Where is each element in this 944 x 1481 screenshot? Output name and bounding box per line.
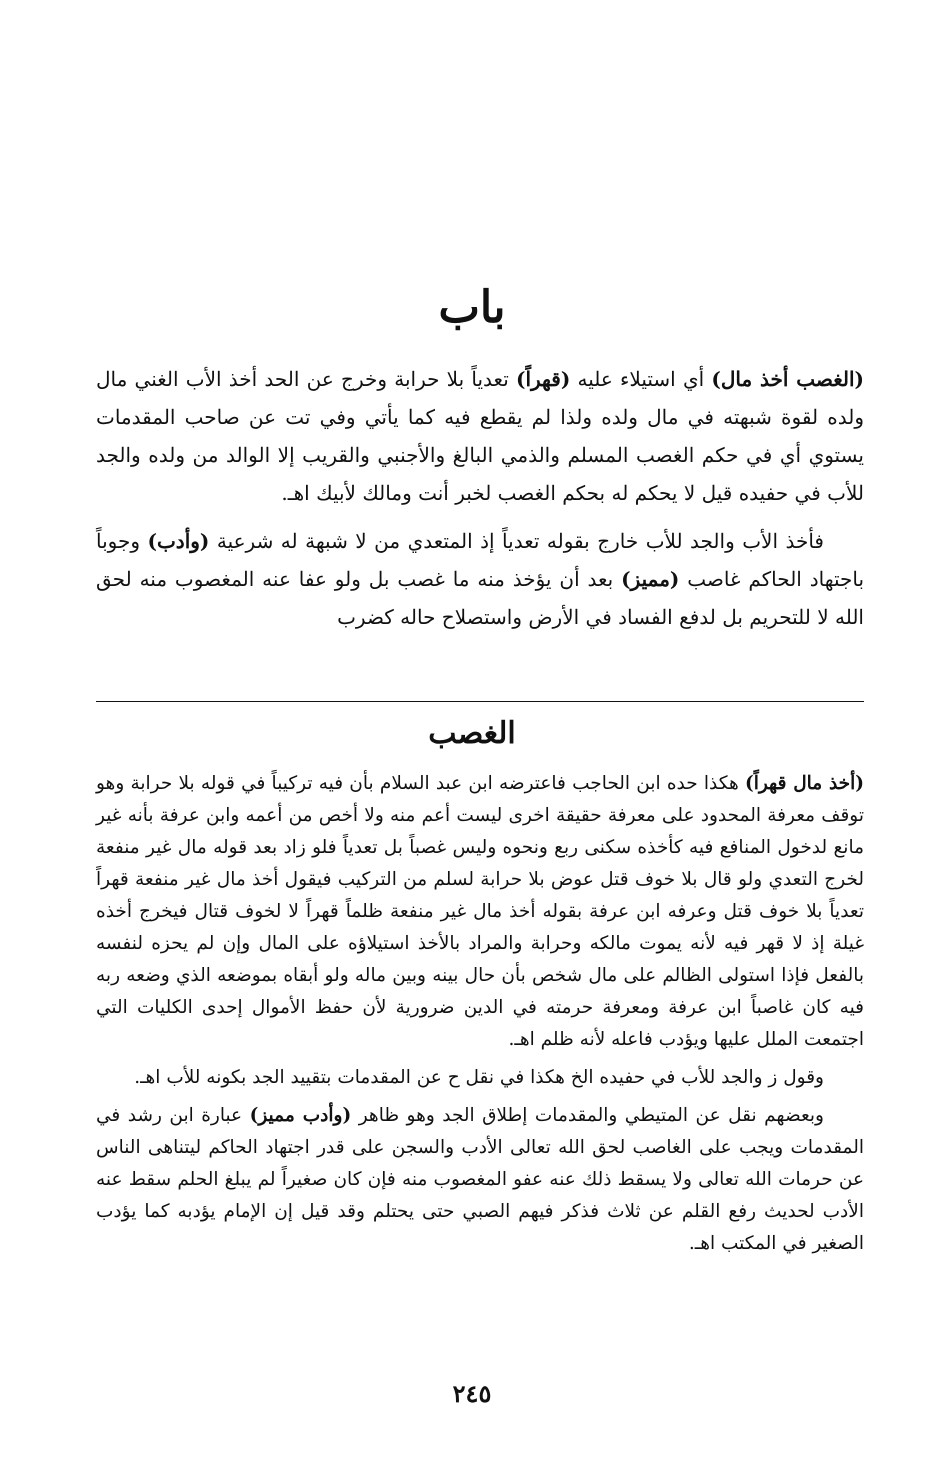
main-text-span: فأخذ الأب والجد للأب خارج بقوله تعدياً إذ المتعدي من لا شبهة له شرعية: [209, 529, 824, 553]
lemma-mumayyiz: (مميز): [621, 567, 680, 591]
lemma-akhdh-mal-qahran: (أخذ مال قهراً): [744, 773, 864, 794]
commentary-text-span: عبارة ابن رشد في المقدمات ويجب على الغاصب لحق الله تعالى الأدب والسجن على قدر اجتهاد الحاكم ليتناهى الناس عن حرمات الله تعالى ولا يسقط ذلك عنه عفو المغصوب منه فإن كان صغيراً لم يبلغ الحلم سقط عنه الأدب لحديث رفع القلم عن ثلاث فذكر فيهم الصبي حتى يحتلم وقد قيل إن الإمام يؤدبه كما يؤدب الصغير في المكتب اهـ.: [96, 1105, 864, 1254]
commentary-paragraph-1: [96, 768, 864, 1056]
lemma-qahran: (قهراً): [515, 367, 571, 391]
main-text: [96, 360, 864, 646]
main-text-span: وجوباً باجتهاد الحاكم غاصب: [96, 529, 865, 591]
chapter-title: باب: [438, 282, 506, 333]
main-paragraph-1: [96, 360, 864, 512]
lemma-wa-uddiba: (وأدب): [147, 529, 210, 553]
commentary-paragraph-2: [96, 1062, 864, 1094]
page-number: ٢٤٥: [452, 1379, 492, 1408]
commentary-text-span: هكذا حده ابن الحاجب فاعترضه ابن عبد السلام بأن فيه تركيباً في قوله بلا حرابة وهو توقف معرفة المحدود على معرفة حقيقة اخرى ليست أعم منه ولا أخص من أعمه وابن عرفة بأنه غير مانع لدخول المنافع فيه كأخذه سكنى ربع ونحوه وليس غصباً بل تعدياً فلو زاد بعد قوله مال غير منفعة لخرج التعدي ولو قال بلا خوف قتل عوض بلا حرابة لسلم من التركيب فيقول أخذ مال غير منفعة قهراً تعدياً بلا خوف قتل وعرفه ابن عرفة بقوله أخذ مال غير منفعة ظلماً قهراً لا لخوف قتال فيخرج أخذه غيلة إذ لا قهر فيه لأنه يموت مالكه وحرابة والمراد بالأخذ استيلاؤه على المال وإن لم يحزه لنفسه بالفعل فإذا استولى الظالم على مال شخص بأن حال بينه وبين ماله ولو أبقاه بموضعه الذي وضعه ربه فيه كان غاصباً ابن عرفة ومعرفة حرمته في الدين ضرورية لأن حفظ الأموال إحدى الكليات التي اجتمعت الملل عليها ويؤدب فاعله لأنه ظلم اهـ.: [96, 773, 864, 1050]
section-divider: [96, 701, 864, 702]
commentary-paragraph-3: [96, 1100, 864, 1260]
commentary-text-span: وقول ز والجد للأب في حفيده الخ هكذا في نقل ح عن المقدمات بتقييد الجد بكونه للأب اهـ.: [134, 1067, 824, 1088]
commentary-text: [96, 768, 864, 1266]
main-text-span: تعدياً بلا حرابة وخرج عن الحد أخذ الأب الغني مال ولده لقوة شبهته في مال ولده ولذا لم يقطع فيه كما يأتي وفي تت عن صاحب المقدمات يستوي أي في حكم الغصب المسلم والذمي البالغ والأجنبي والقريب إلا الوالد من ولده والجد للأب في حفيده قيل لا يحكم له بحكم الغصب لخبر أنت ومالك لأبيك اهـ.: [96, 367, 864, 505]
lemma-ghasb-akhdh-mal: (الغصب أخذ مال): [711, 367, 864, 391]
lemma-wa-uddiba-mumayyiz: (وأدب مميز): [249, 1105, 352, 1126]
main-text-span: أي استيلاء عليه: [570, 367, 712, 391]
commentary-title: الغصب: [428, 716, 516, 751]
main-text-span: بعد أن يؤخذ منه ما غصب بل ولو عفا عنه المغصوب منه لحق الله لا للتحريم بل لدفع الفساد في الأرض واستصلاح حاله كضرب: [96, 567, 864, 629]
commentary-text-span: وبعضهم نقل عن المتيطي والمقدمات إطلاق الجد وهو ظاهر: [351, 1105, 824, 1126]
main-paragraph-2: [96, 522, 864, 636]
